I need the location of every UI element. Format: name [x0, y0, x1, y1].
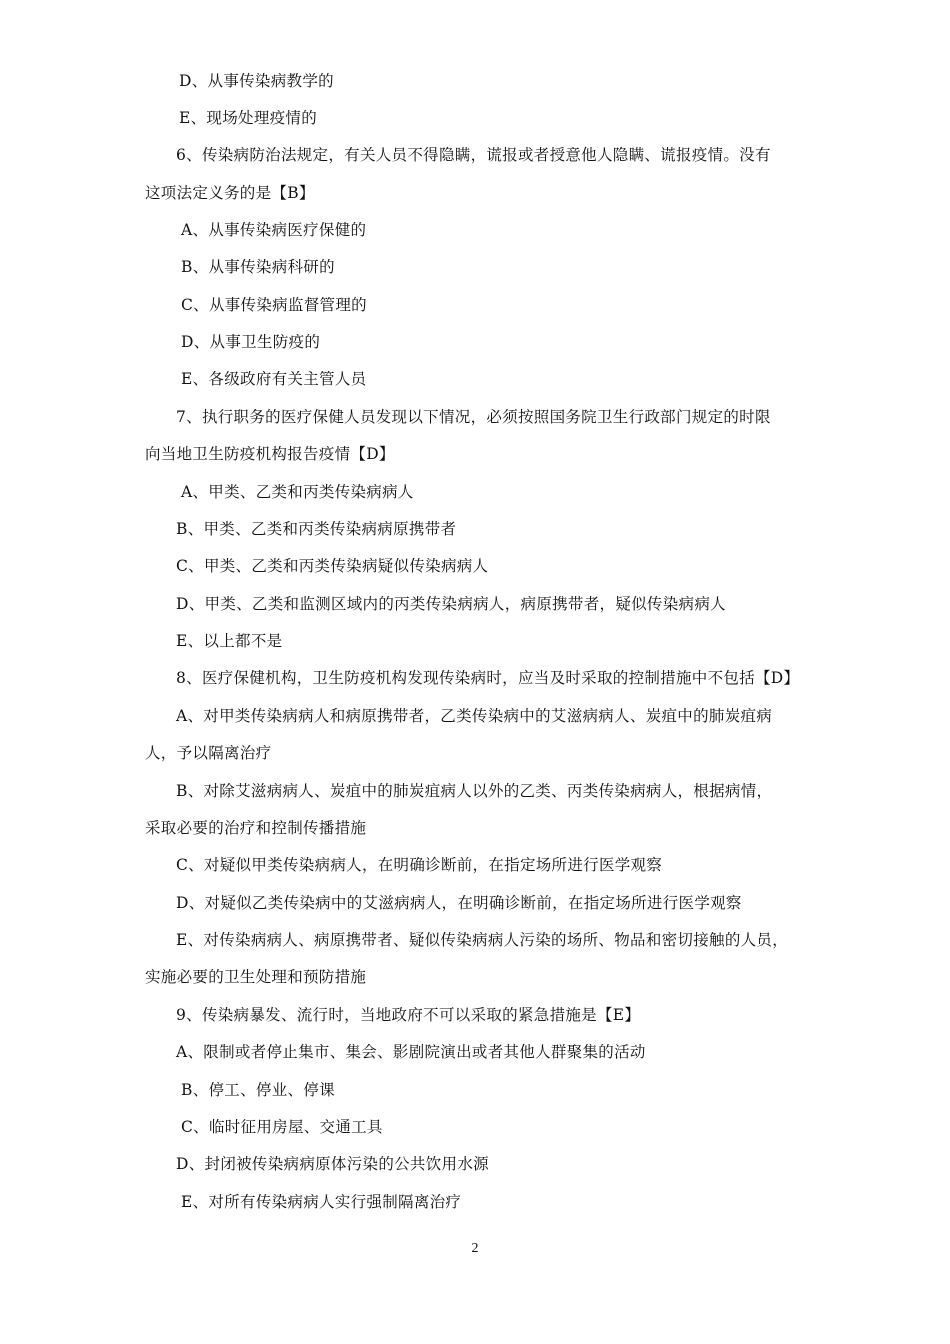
option-d-q7: D、甲类、乙类和监测区域内的丙类传染病病人，病原携带者，疑似传染病病人: [176, 595, 726, 613]
option-e-q9: E、对所有传染病病人实行强制隔离治疗: [181, 1193, 462, 1211]
question-7-line-2: 向当地卫生防疫机构报告疫情【D】: [145, 445, 395, 463]
option-b-q7: B、甲类、乙类和丙类传染病病原携带者: [176, 520, 457, 538]
option-b-q8-line-1: B、对除艾滋病病人、炭疽中的肺炭疽病人以外的乙类、丙类传染病病人，根据病情，: [176, 782, 773, 800]
option-c-q9: C、临时征用房屋、交通工具: [181, 1118, 383, 1136]
option-a-q8-line-2: 人，予以隔离治疗: [145, 744, 272, 762]
option-d-q9: D、封闭被传染病病原体污染的公共饮用水源: [176, 1155, 489, 1173]
option-b-q8-line-2: 采取必要的治疗和控制传播措施: [145, 819, 367, 837]
option-e-q8-line-2: 实施必要的卫生处理和预防措施: [145, 968, 367, 986]
option-b-q9: B、停工、停业、停课: [181, 1081, 335, 1099]
option-e-q8-line-1: E、对传染病病人、病原携带者、疑似传染病病人污染的场所、物品和密切接触的人员，: [176, 931, 789, 949]
option-a-q8-line-1: A、对甲类传染病病人和病原携带者，乙类传染病中的艾滋病病人、炭疽中的肺炭疽病: [176, 707, 773, 725]
option-d-q6: D、从事卫生防疫的: [181, 333, 321, 351]
option-e-q6: E、各级政府有关主管人员: [181, 370, 367, 388]
question-6-line-1: 6、传染病防治法规定，有关人员不得隐瞒，谎报或者授意他人隐瞒、谎报疫情。没有: [176, 146, 771, 164]
question-6-line-2: 这项法定义务的是【B】: [145, 184, 315, 202]
question-8: 8、医疗保健机构，卫生防疫机构发现传染病时，应当及时采取的控制措施中不包括【D】: [176, 669, 800, 687]
option-e-q5: E、现场处理疫情的: [179, 109, 318, 127]
option-c-q7: C、甲类、乙类和丙类传染病疑似传染病病人: [176, 557, 489, 575]
question-7-line-1: 7、执行职务的医疗保健人员发现以下情况，必须按照国务院卫生行政部门规定的时限: [176, 408, 771, 426]
option-a-q9: A、限制或者停止集市、集会、影剧院演出或者其他人群聚集的活动: [176, 1043, 646, 1061]
option-a-q7: A、甲类、乙类和丙类传染病病人: [181, 483, 414, 501]
option-e-q7: E、以上都不是: [176, 632, 283, 650]
page-number: 2: [471, 1241, 479, 1256]
option-c-q8: C、对疑似甲类传染病病人，在明确诊断前，在指定场所进行医学观察: [176, 856, 663, 874]
option-c-q6: C、从事传染病监督管理的: [181, 296, 367, 314]
option-d-q8: D、对疑似乙类传染病中的艾滋病病人，在明确诊断前，在指定场所进行医学观察: [176, 894, 742, 912]
option-a-q6: A、从事传染病医疗保健的: [181, 221, 367, 239]
option-b-q6: B、从事传染病科研的: [181, 258, 335, 276]
option-d-q5: D、从事传染病教学的: [179, 72, 334, 90]
question-9: 9、传染病暴发、流行时，当地政府不可以采取的紧急措施是【E】: [176, 1006, 641, 1024]
